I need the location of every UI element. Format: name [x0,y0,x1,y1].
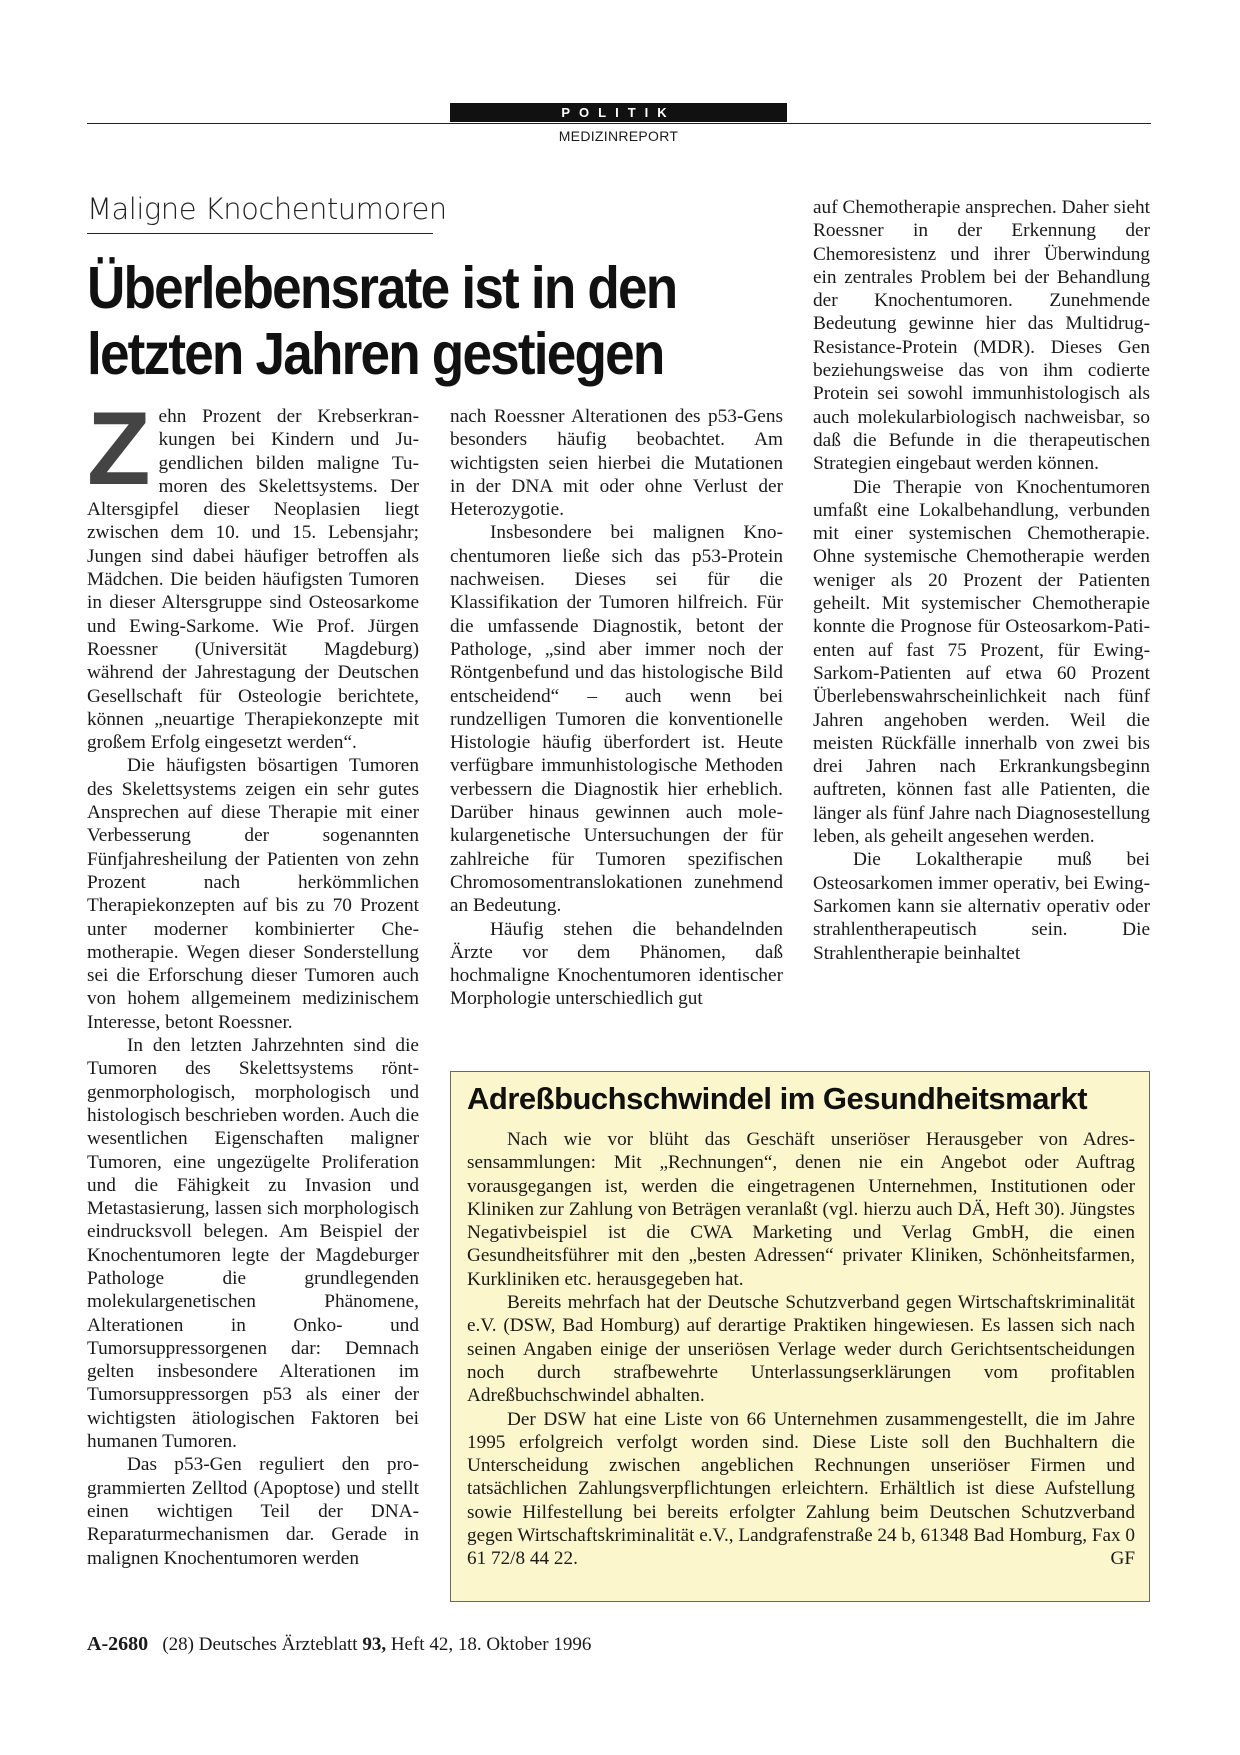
author-signature: GF [1110,1548,1135,1570]
paragraph: auf Chemotherapie ansprechen. Daher sieht Roessner in der Erkennung der Chemoresistenz und ihrer Überwindung ein zentrales Problem bei der Behandlung der Knochentumoren. Zunehmende Bedeutung gewinne hier das Multidrug-Resistance-Protein (MDR). Dieses Gen beziehungsweise das von ihm codierte Protein sei sowohl immunhistologisch als auch molekularbiologisch nachweisbar, so daß die Befunde in die therapeutischen Strategien eingebaut werden können. [813,197,1150,475]
subsection-label: MEDIZINREPORT [558,128,679,144]
paragraph: Insbesondere bei malignen Knochentumoren ließe sich das p53-Protein nachweisen. Dieses sei für die Klassifikation der Tumoren hilfreich. Für die umfassende Diagnostik, betont der Pathologe, „sind aber immer noch der Röntgenbefund und das histologische Bild entscheidend“ – auch wenn bei rundzelligen Tumoren die konventionelle Histologie häufig überfordert ist. Heute verfügbare immunhistologische Methoden verbessern die Diagnostik hier erheblich. Darüber hinaus gewinnen auch molekulargenetische Untersuchungen der für zahlreiche für Tumoren spezifischen Chromosomentranslokationen zunehmend an Bedeutung. [450,522,783,917]
article-headline: Überlebensrate ist in den letzten Jahren gestiegen [87,255,677,387]
info-box [450,1071,1150,1602]
page-footer [87,1633,591,1656]
drop-cap: Z [87,391,151,507]
article-column-3 [813,196,1150,965]
paragraph: nach Roessner Alterationen des p53-Gens besonders häufig beobachtet. Am wichtigsten seien hierbei die Mutationen in der DNA mit oder ohne Verlust der Heterozygotie. [450,406,783,521]
paragraph: Bereits mehrfach hat der Deutsche Schutzverband gegen Wirtschaftskriminalität e.V. (DSW, Bad Homburg) auf derartige Praktiken hingewiesen. Es lassen sich nach seinen Angaben einige der unseriösen Verlage weder durch Gerichtsentscheidungen noch durch strafbewehrte Unterlassungserklärungen vom profitablen Adreßbuchschwindel abhalten. [467,1292,1135,1407]
info-box-title: Adreßbuchschwindel im Gesundheitsmarkt [467,1081,1088,1116]
paragraph: In den letzten Jahrzehnten sind die Tumoren des Skelettsystems röntgenmorphologisch, morphologisch und histologisch beschrieben worden. Auch die wesentlichen Eigenschaften maligner Tumoren, eine ungezügelte Proliferation und die Fähigkeit zu Invasion und Metastasierung, lassen sich morphologisch eindrucksvoll belegen. Am Beispiel der Knochentumoren legte der Magdeburger Pathologe die grundlegenden molekulargenetischen Phänomene, Alterationen in Onko- und Tumorsuppressorgenen dar: Demnach gelten insbesondere Alterationen im Tumorsuppressorgen p53 als einer der wichtigsten ätiologischen Faktoren bei humanen Tumoren. [87,1035,419,1453]
page-number: (28) [162,1634,195,1655]
paragraph: Der DSW hat eine Liste von 66 Unternehmen zusammengestellt, die im Jahre 1995 erfolgreich verfolgt worden sind. Diese Liste soll den Buchhaltern die Unterscheidung zwischen angeblichen Rechnungen unseriöser Firmen und tatsächlichen Zahlungsverpflichtungen erleichtern. Erhältlich ist diese Aufstellung sowie Hilfestellung bei bereits erfolgter Zahlung beim Deutschen Schutzverband gegen Wirtschaftskriminalität e.V., Landgrafenstraße 24 b, 61348 Bad Homburg, Fax 0 61 72/8 44 22. GF [467,1408,1135,1570]
page-code: A-2680 [87,1633,149,1655]
info-box-body [467,1128,1135,1571]
header-rule [87,123,1151,124]
issue-date: Heft 42, 18. Oktober 1996 [390,1634,592,1655]
paragraph: Die Lokaltherapie muß bei Osteosarkomen immer operativ, bei Ewing-Sarkomen kann sie alternativ operativ oder strahlentherapeutisch sein. Die Strahlentherapie beinhaltet [813,849,1150,964]
paragraph: Häufig stehen die behandelnden Ärzte vor dem Phänomen, daß hochmaligne Knochentumoren identischer Morphologie unterschiedlich gut [450,918,783,1010]
paragraph: Nach wie vor blüht das Geschäft unseriöser Herausgeber von Adressensammlungen: Mit „Rechnungen“, denen nie ein Angebot oder Auftrag vorausgegangen ist, werden die eingetragenen Unternehmen, Institutionen oder Kliniken zur Zahlung von Beträgen veranlaßt (vgl. hierzu auch DÄ, Heft 30). Jüngstes Negativbeispiel ist die CWA Marketing und Verlag GmbH, die einen Gesundheitsführer mit den „besten Adressen“ privater Kliniken, Schönheitsfarmen, Kurkliniken etc. herausgegeben hat. [467,1129,1135,1290]
paragraph: Die häufigsten bösartigen Tumoren des Skelettsystems zeigen ein sehr gutes Ansprechen auf diese Therapie mit einer Verbesserung der sogenannten Fünfjahresheilung der Patienten von zehn Prozent nach herkömmlichen Therapiekonzepten auf bis zu 70 Prozent unter moderner kombinierter Chemotherapie. Wegen dieser Sonderstellung sei die Erforschung dieser Tumoren auch von hohem allgemeinem medizinischem Interesse, betont Roessner. [87,755,419,1033]
journal-volume: 93, [362,1634,387,1655]
article-column-1 [87,391,419,1570]
paragraph: Die Therapie von Knochentumoren umfaßt eine Lokalbehandlung, verbunden mit einer systemischen Chemotherapie. Ohne systemische Chemotherapie werden weniger als 20 Prozent der Patienten geheilt. Mit systemischer Chemotherapie konnte die Prognose für Osteosarkom-Patienten auf fast 75 Prozent, für Ewing-Sarkom-Patienten auf etwa 60 Prozent Überlebenswahrscheinlichkeit nach fünf Jahren angehoben werden. Weil die meisten Rückfälle innerhalb von zwei bis drei Jahren nach Erkrankungsbeginn auftreten, können fast alle Patienten, die länger als fünf Jahre nach Diagnosestellung leben, als geheilt angesehen werden. [813,476,1150,848]
paragraph: Zehn Prozent der Krebserkrankungen bei Kindern und Jugendlichen bilden maligne Tumoren des Skelettsystems. Der Altersgipfel dieser Neoplasien liegt zwischen dem 10. und 15. Lebensjahr; Jungen sind dabei häufiger betroffen als Mädchen. Die beiden häufigsten Tumoren in dieser Altersgruppe sind Osteosarkome und Ewing-Sarkome. Wie Prof. Jürgen Roessner (Universität Magdeburg) während der Jahrestagung der Deutschen Gesellschaft für Osteologie berichtete, können „neuartige Therapiekonzepte mit großem Erfolg eingesetzt werden“. [87,391,419,754]
article-column-2 [450,405,783,1011]
paragraph: Das p53-Gen reguliert den programmierten Zelltod (Apoptose) und stellt einen wichtigen Teil der DNA-Reparaturmechanismen dar. Gerade in malignen Knochentumoren werden [87,1454,419,1569]
kicker-rule [87,233,433,234]
journal-name: Deutsches Ärzteblatt [198,1634,358,1655]
section-label: POLITIK [450,103,787,122]
article-kicker: Maligne Knochentumoren [87,192,447,226]
